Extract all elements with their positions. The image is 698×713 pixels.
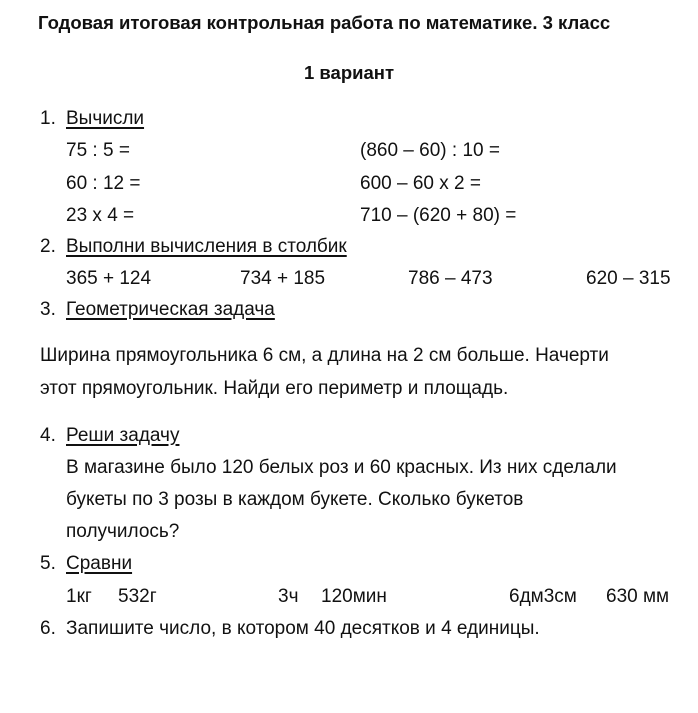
compare-value: 532г (118, 586, 157, 607)
task-2-item: 620 – 315 (586, 268, 671, 289)
task-number: 2. (40, 236, 56, 257)
task-2-item: 734 + 185 (240, 268, 326, 289)
compare-value: 1кг (66, 586, 92, 607)
compare-value: 3ч (278, 586, 299, 607)
task-6-heading (40, 618, 540, 640)
task-1-expression: 60 : 12 = (66, 173, 141, 194)
task-heading: Запишите число, в котором 40 десятков и 4 единицы. (66, 618, 540, 639)
task-4-text-line: букеты по 3 розы в каждом букете. Сколько букетов (66, 489, 524, 510)
task-heading: Реши задачу (66, 425, 180, 446)
task-4-text-line: В магазине было 120 белых роз и 60 красных. Из них сделали (66, 457, 617, 478)
task-heading: Вычисли (66, 108, 145, 129)
compare-value: 120мин (321, 586, 387, 607)
task-3-heading (40, 299, 275, 321)
task-1-expression: 75 : 5 = (66, 140, 130, 161)
task-1-expression: (860 – 60) : 10 = (360, 140, 500, 161)
page-title: Годовая итоговая контрольная работа по математике. 3 класс (38, 12, 611, 33)
task-1-expression: 600 – 60 х 2 = (360, 173, 481, 194)
task-2-heading (40, 236, 347, 258)
task-2-item: 365 + 124 (66, 268, 152, 289)
task-2-item: 786 – 473 (408, 268, 493, 289)
task-1-expression: 23 х 4 = (66, 205, 135, 226)
variant-label: 1 вариант (303, 62, 395, 83)
task-heading: Геометрическая задача (66, 299, 275, 320)
task-3-text-line: Ширина прямоугольника 6 см, а длина на 2 см больше. Начерти (40, 345, 609, 366)
task-heading: Выполни вычисления в столбик (66, 236, 347, 257)
compare-value: 6дм3см (509, 586, 577, 607)
task-1-expression: 710 – (620 + 80) = (360, 205, 517, 226)
task-number: 4. (40, 425, 56, 446)
task-number: 1. (40, 108, 56, 129)
task-heading: Сравни (66, 553, 133, 574)
task-number: 5. (40, 553, 56, 574)
compare-value: 630 мм (606, 586, 670, 607)
task-5-heading (40, 553, 132, 575)
task-3-text-line: этот прямоугольник. Найди его периметр и площадь. (40, 378, 509, 399)
task-1-heading (40, 108, 144, 130)
task-4-heading (40, 425, 179, 447)
task-number: 6. (40, 618, 56, 639)
task-4-text-line: получилось? (66, 521, 180, 542)
task-number: 3. (40, 299, 56, 320)
